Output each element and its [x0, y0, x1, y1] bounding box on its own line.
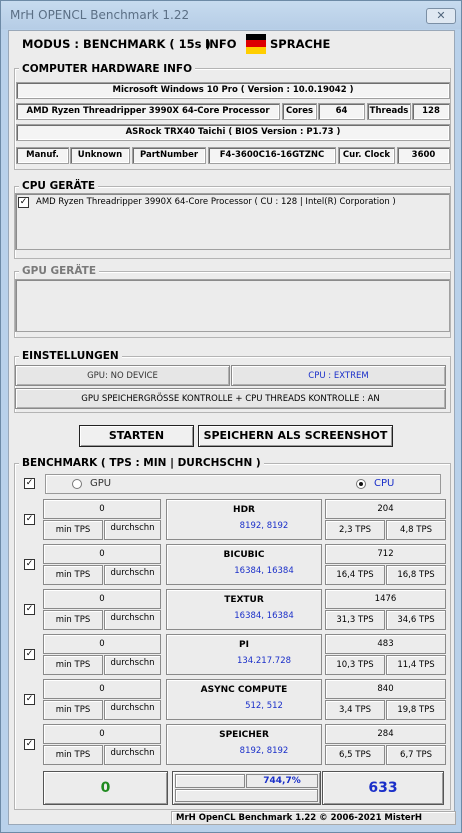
gpu-min-label: min TPS: [43, 700, 103, 720]
cpu-total-panel: [322, 771, 444, 805]
benchmark-row-checkbox[interactable]: ✓: [25, 649, 34, 659]
cpu-avg-tps: 16,8 TPS: [386, 565, 446, 585]
cpu-radio-label[interactable]: CPU: [374, 478, 395, 489]
benchmark-test-panel: [166, 499, 322, 540]
save-screenshot-button[interactable]: SPEICHERN ALS SCREENSHOT: [198, 425, 393, 447]
close-button[interactable]: ✕: [426, 8, 456, 24]
cores-label: Cores: [282, 103, 317, 120]
clock-label: Cur. Clock: [338, 147, 395, 164]
cpu-model: AMD Ryzen Threadripper 3990X 64-Core Processor: [16, 103, 280, 120]
cpu-min-tps: 16,4 TPS: [325, 565, 385, 585]
german-flag-icon[interactable]: [246, 34, 266, 54]
language-button[interactable]: SPRACHE: [270, 37, 331, 51]
benchmark-test-panel: [166, 589, 322, 630]
threads-label: Threads: [367, 103, 411, 120]
test-size: 512, 512: [245, 701, 283, 711]
memory-threads-control-button[interactable]: GPU SPEICHERGRÖSSE KONTROLLE + CPU THREADS KONTROLLE : AN: [15, 388, 446, 409]
cpu-device-checkbox[interactable]: ✓: [19, 197, 28, 207]
gpu-avg-label: durchschn: [104, 565, 161, 585]
test-name: ASYNC COMPUTE: [200, 685, 288, 695]
cpu-device-item[interactable]: AMD Ryzen Threadripper 3990X 64-Core Processor ( CU : 128 | Intel(R) Corporation ): [36, 197, 396, 207]
test-size: 134.217.728: [236, 656, 292, 666]
test-name: BICUBIC: [223, 550, 265, 560]
cpu-min-tps: 6,5 TPS: [325, 745, 385, 765]
cpu-score: 483: [325, 634, 446, 654]
ratio-value: 744,7%: [246, 774, 318, 788]
gpu-score: 0: [43, 544, 161, 564]
footer-text: MrH OpenCL Benchmark 1.22 © 2006-2021 MisterH: [176, 813, 423, 823]
ratio-bar-left: [175, 774, 245, 788]
gpu-min-label: min TPS: [43, 655, 103, 675]
gpu-score: 0: [43, 724, 161, 744]
test-size: 8192, 8192: [239, 746, 289, 756]
gpu-score: 0: [43, 499, 161, 519]
title-bar[interactable]: [1, 1, 461, 29]
benchmark-heading: BENCHMARK ( TPS : MIN | DURCHSCHN ): [19, 457, 264, 469]
gpu-min-label: min TPS: [43, 745, 103, 765]
benchmark-test-panel: [166, 724, 322, 765]
os-info: Microsoft Windows 10 Pro ( Version : 10.0.19042 ): [16, 82, 450, 99]
test-name: HDR: [233, 505, 255, 515]
client-area: [8, 30, 455, 825]
gpu-radio[interactable]: [72, 479, 82, 489]
benchmark-row-checkbox[interactable]: ✓: [25, 559, 34, 569]
partnumber-value: F4-3600C16-16GTZNC: [208, 147, 336, 164]
clock-value: 3600: [397, 147, 450, 164]
select-all-checkbox[interactable]: ✓: [25, 478, 34, 488]
hardware-info-heading: COMPUTER HARDWARE INFO: [19, 63, 195, 75]
gpu-score: 0: [43, 679, 161, 699]
gpu-avg-label: durchschn: [104, 745, 161, 765]
gpu-total-panel: [43, 771, 168, 805]
gpu-device-list[interactable]: [15, 279, 450, 332]
gpu-total-score: 0: [100, 780, 111, 796]
cores-value: 64: [318, 103, 365, 120]
benchmark-test-panel: [166, 679, 322, 720]
mode-label: MODUS : BENCHMARK ( 15s ): [22, 37, 211, 51]
threads-value: 128: [412, 103, 450, 120]
test-name: TEXTUR: [224, 595, 264, 605]
window-title: MrH OPENCL Benchmark 1.22: [10, 8, 190, 22]
gpu-min-label: min TPS: [43, 520, 103, 540]
gpu-devices-heading: GPU GERÄTE: [19, 265, 99, 277]
cpu-score: 840: [325, 679, 446, 699]
cpu-avg-tps: 4,8 TPS: [386, 520, 446, 540]
cpu-avg-tps: 11,4 TPS: [386, 655, 446, 675]
test-size: 8192, 8192: [239, 521, 289, 531]
cpu-score: 712: [325, 544, 446, 564]
cpu-score: 284: [325, 724, 446, 744]
gpu-score: 0: [43, 589, 161, 609]
cpu-min-tps: 3,4 TPS: [325, 700, 385, 720]
benchmark-row-checkbox[interactable]: ✓: [25, 694, 34, 704]
cpu-min-tps: 31,3 TPS: [325, 610, 385, 630]
info-button[interactable]: INFO: [205, 37, 237, 51]
test-name: SPEICHER: [219, 730, 269, 740]
gpu-avg-label: durchschn: [104, 655, 161, 675]
gpu-avg-label: durchschn: [104, 700, 161, 720]
ratio-bar-bottom: [175, 789, 318, 802]
settings-heading: EINSTELLUNGEN: [19, 350, 122, 362]
cpu-setting-button[interactable]: CPU : EXTREM: [231, 365, 446, 386]
motherboard-info: ASRock TRX40 Taichi ( BIOS Version : P1.73 ): [16, 124, 450, 141]
test-name: PI: [239, 640, 249, 650]
benchmark-row-checkbox[interactable]: ✓: [25, 739, 34, 749]
gpu-min-label: min TPS: [43, 565, 103, 585]
cpu-devices-heading: CPU GERÄTE: [19, 180, 98, 192]
partnumber-label: PartNumber: [132, 147, 206, 164]
benchmark-test-panel: [166, 634, 322, 675]
ratio-panel: [172, 771, 321, 805]
test-size: 16384, 16384: [234, 566, 294, 576]
test-size: 16384, 16384: [234, 611, 294, 621]
manuf-label: Manuf.: [16, 147, 69, 164]
gpu-avg-label: durchschn: [104, 520, 161, 540]
cpu-avg-tps: 34,6 TPS: [386, 610, 446, 630]
gpu-radio-label[interactable]: GPU: [90, 478, 112, 489]
cpu-avg-tps: 6,7 TPS: [386, 745, 446, 765]
start-button[interactable]: STARTEN: [79, 425, 194, 447]
manuf-value: Unknown: [70, 147, 130, 164]
cpu-radio[interactable]: [356, 479, 366, 489]
cpu-score: 1476: [325, 589, 446, 609]
cpu-min-tps: 10,3 TPS: [325, 655, 385, 675]
cpu-score: 204: [325, 499, 446, 519]
benchmark-row-checkbox[interactable]: ✓: [25, 514, 34, 524]
cpu-total-score: 633: [368, 780, 398, 796]
cpu-min-tps: 2,3 TPS: [325, 520, 385, 540]
gpu-min-label: min TPS: [43, 610, 103, 630]
cpu-avg-tps: 19,8 TPS: [386, 700, 446, 720]
benchmark-row-checkbox[interactable]: ✓: [25, 604, 34, 614]
footer-bar: [171, 811, 456, 825]
gpu-avg-label: durchschn: [104, 610, 161, 630]
gpu-score: 0: [43, 634, 161, 654]
benchmark-test-panel: [166, 544, 322, 585]
gpu-setting-button[interactable]: GPU: NO DEVICE: [15, 365, 230, 386]
